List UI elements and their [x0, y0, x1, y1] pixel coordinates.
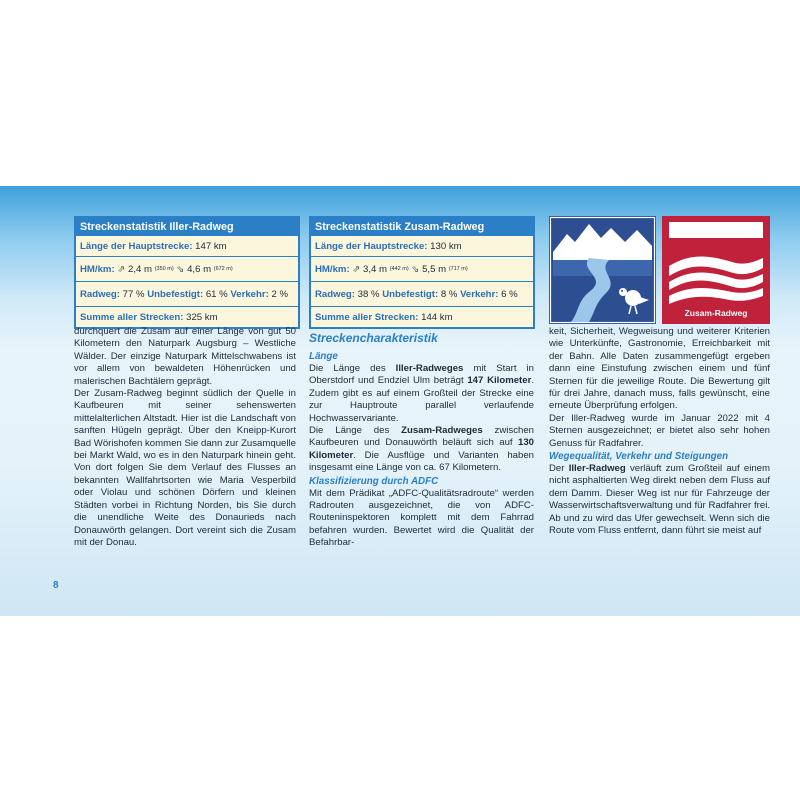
iller-radweg-logo [549, 216, 656, 324]
arrow-down-icon: ⇘ [176, 263, 185, 275]
radweg-label: Radweg: [315, 288, 355, 300]
hm-down: 4,6 m [187, 263, 212, 275]
verkehr-label: Verkehr: [460, 288, 499, 300]
stat-box-zusam [309, 216, 535, 329]
hm-down-sup: (717 m) [448, 266, 468, 272]
stat-row-hm [311, 256, 533, 281]
paragraph: Der Iller-Radweg verläuft zum Großteil auf einem nicht asphaltierten Weg direkt neben dem Fluss auf dem Damm. Dieser Weg ist nur für Fahrzeuge der Wasserwirtschaftsverwaltung und für Radfahrer frei. Ab und zu wird das Ufer gewechselt. Wenn sich die Route vom Fluss entfernt, dann führt sie meist auf [549, 463, 771, 537]
stat-box-title: Streckenstatistik Zusam-Radweg [311, 218, 533, 236]
verkehr-value: 6 % [501, 288, 518, 300]
stat-row-surface [311, 281, 533, 306]
summe-label: Summe aller Strecken: [80, 311, 184, 323]
arrow-up-icon: ⇗ [117, 263, 126, 275]
unbef-label: Unbefestigt: [147, 288, 204, 300]
column-middle [309, 331, 534, 550]
zusam-logo-label: Zusam-Radweg [684, 308, 748, 318]
hm-up-sup: (442 m) [389, 266, 409, 272]
radweg-label: Radweg: [80, 288, 120, 300]
stat-row-length [76, 236, 298, 256]
stat-row-summe [76, 306, 298, 327]
stat-row-length [311, 236, 533, 256]
paragraph: Mit dem Prädikat „ADFC-Qualitätsradroute“ werden Radrouten ausgezeichnet, die von ADFC-Routeninspektoren komplett mit dem Fahrrad befahren wurden. Bewertet wird die Qualität der Befahrbar- [309, 487, 534, 549]
unbef-value: 61 % [205, 288, 228, 300]
radweg-value: 38 % [357, 288, 380, 300]
hm-down: 5,5 m [422, 263, 447, 275]
section-title: Streckencharakteristik [309, 331, 438, 345]
stat-row-hm [76, 256, 298, 281]
hm-up: 2,4 m [128, 263, 153, 275]
length-value: 147 km [195, 240, 227, 252]
subsection-title-wege: Wegequalität, Verkehr und Steigungen [549, 451, 729, 463]
paragraph: Die Länge des Iller-Radweges mit Start in Oberstdorf und Endziel Ulm beträgt 147 Kilometer. Zudem gibt es auf einem Großteil der Strecke eine zur Hauptroute parallel verlaufende Hochwasservariante. [309, 363, 534, 424]
arrow-up-icon: ⇗ [352, 263, 361, 275]
length-label: Länge der Hauptstrecke: [315, 240, 428, 252]
unbef-value: 8 % [440, 288, 458, 300]
subsection-title-laenge: Länge [309, 351, 338, 362]
stat-box-title: Streckenstatistik Iller-Radweg [76, 218, 298, 236]
hm-down-sup: (672 m) [213, 266, 233, 272]
summe-label: Summe aller Strecken: [315, 311, 419, 323]
stat-row-summe [311, 306, 533, 327]
arrow-down-icon: ⇘ [411, 263, 420, 275]
paragraph: Der Iller-Radweg wurde im Januar 2022 mit 4 Sternen ausgezeichnet; er bietet also sehr hohen Genuss für Radfahrer. [549, 412, 770, 449]
length-value: 130 km [430, 240, 462, 252]
hm-label: HM/km: [315, 263, 350, 275]
subsection-title-adfc: Klassifizierung durch ADFC [309, 475, 439, 487]
summe-value: 144 km [421, 311, 453, 323]
radweg-value: 77 % [122, 288, 145, 300]
verkehr-label: Verkehr: [230, 288, 269, 300]
summe-value: 325 km [186, 311, 218, 323]
paragraph: Die Länge des Zusam-Radweges zwischen Kaufbeuren und Donauwörth beläuft sich auf 130 Kilometer. Die Ausflüge und Varianten haben insgesamt eine Länge von ca. 67 Kilometern. [309, 425, 534, 474]
hm-up-sup: (350 m) [154, 266, 174, 272]
stat-row-surface [76, 281, 298, 306]
paragraph: durchquert die Zusam auf einer Länge von gut 50 Kilometern den Naturpark Augsburg – Westliche Wälder. Der einzige Naturpark Mittelschwabens ist vor allem von bewaldeten Höhenrücken und malerischen Bachtälern geprägt. [74, 326, 296, 387]
hm-label: HM/km: [80, 263, 115, 275]
page-number: 8 [53, 580, 59, 591]
column-right [549, 326, 770, 538]
paragraph: Der Zusam-Radweg beginnt südlich der Quelle in Kaufbeuren mit seiner sehenswerten mittelalterlichen Altstadt. Hier ist die Landschaft von sanften Hügeln geprägt. Über den Kneipp-Kurort Bad Wörishofen kommen Sie dann zur Zusamquelle bei Markt Wald, wo es in den Naturpark hinein geht. Von dort folgen Sie dem Verlauf des Flusses an bekannten Wallfahrtsorten wie Maria Vesperbild oder Violau und schönen Dörfern und kleinen Städten vorbei in Richtung Norden, bis Sie durch die unendliche Weite des Donaurieds nach Donauwörth gelangen. Dort vereint sich die Zusam mit der Donau. [74, 388, 296, 548]
hm-up: 3,4 m [363, 263, 388, 275]
column-left [74, 326, 296, 549]
paragraph: keit, Sicherheit, Wegweisung und weiterer Kriterien wie Unterkünfte, Gastronomie, Erreichbarkeit mit der Bahn. Alle Daten zusammengefügt ergeben dann eine Einstufung zwischen einem und fünf Sternen für die jeweilige Route. Die Bewertung gilt für drei Jahre, danach muss, falls gewünscht, eine erneute Überprüfung erfolgen. [549, 326, 770, 412]
length-label: Länge der Hauptstrecke: [80, 240, 193, 252]
unbef-label: Unbefestigt: [382, 288, 439, 300]
stat-box-iller [74, 216, 300, 329]
verkehr-value: 2 % [271, 288, 289, 300]
